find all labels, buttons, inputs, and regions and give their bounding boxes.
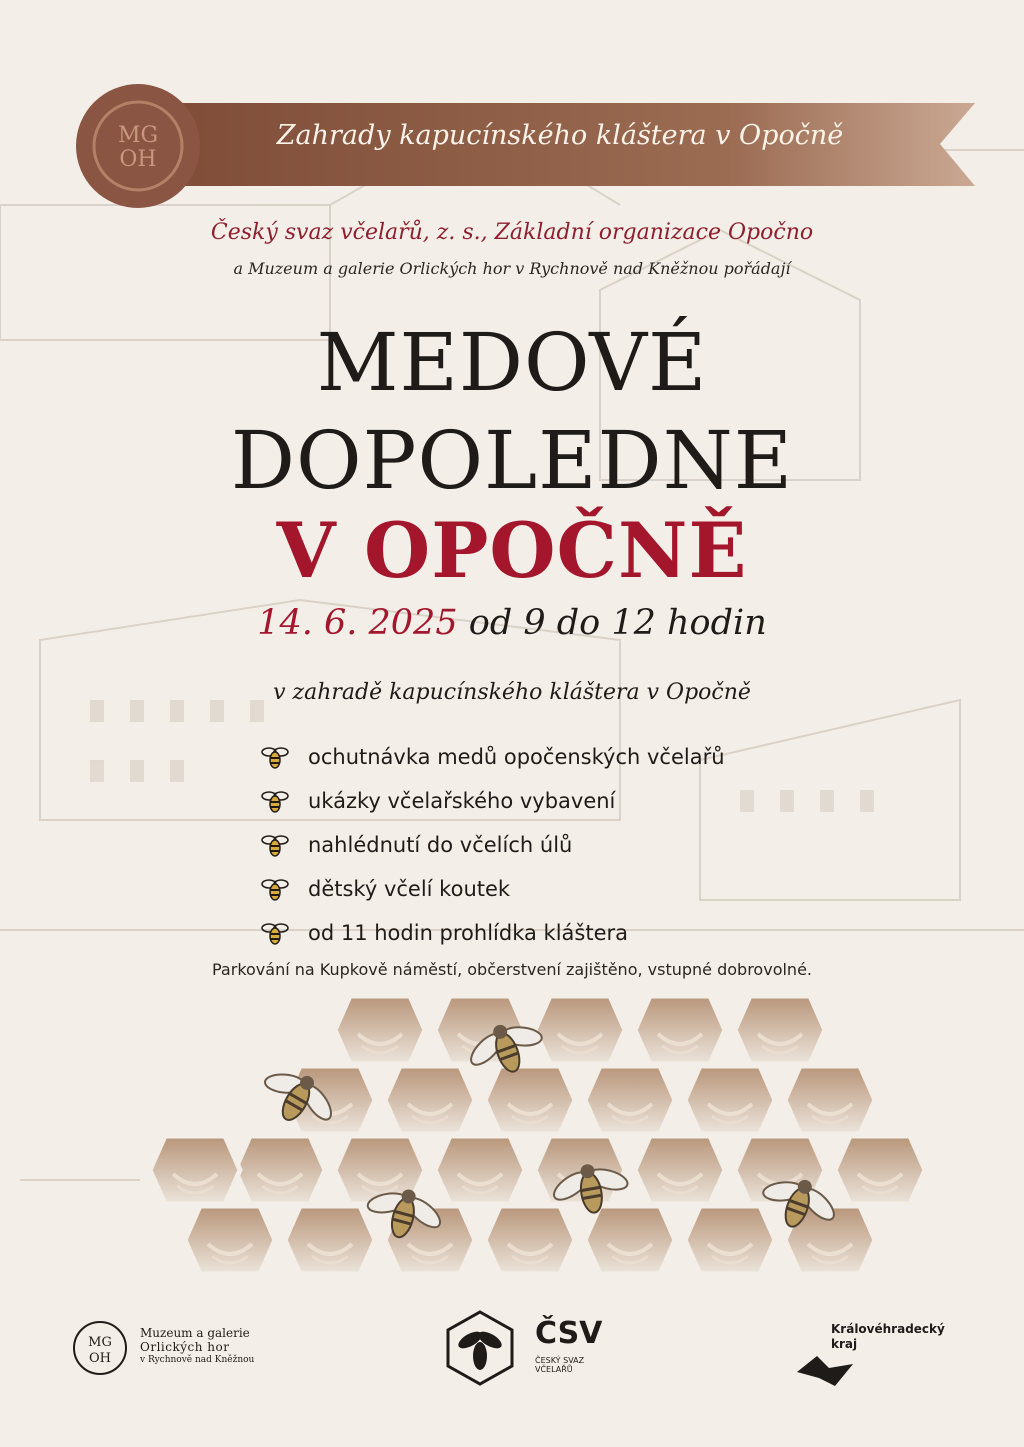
ribbon-title: Zahrady kapucínského kláštera v Opočně — [276, 120, 844, 151]
csv-logo — [445, 1310, 605, 1390]
bee-icon — [260, 786, 290, 816]
csv-name-line-2: VČELAŘŮ — [535, 1365, 573, 1375]
date-time-line — [0, 603, 1024, 643]
program-label: ukázky včelařského vybavení — [308, 789, 616, 813]
csv-name-line-1: ČESKÝ SVAZ — [535, 1356, 585, 1365]
kraj-logo-icon — [795, 1350, 855, 1390]
program-label: ochutnávka medů opočenských včelařů — [308, 745, 725, 769]
csv-hex-bee-logo — [445, 1310, 515, 1386]
title-line-3: V OPOČNĚ — [276, 506, 748, 595]
list-item — [260, 779, 820, 823]
museum-name-line-3: v Rychnově nad Kněžnou — [140, 1354, 255, 1365]
kraj-name-line-1: Královéhradecký — [831, 1322, 945, 1336]
bee-icon — [260, 874, 290, 904]
bee-icon — [260, 918, 290, 948]
svg-text:OH: OH — [119, 147, 157, 172]
venue-line: v zahradě kapucínského kláštera v Opočně — [273, 680, 751, 705]
organizer-line-2: a Muzeum a galerie Orlických hor v Rychnově nad Kněžnou pořádají — [233, 259, 791, 278]
kraj-name — [831, 1322, 971, 1352]
list-item — [260, 823, 820, 867]
list-item — [260, 911, 820, 955]
svg-text:MG: MG — [117, 123, 159, 148]
bee-icon — [260, 742, 290, 772]
event-date: 14. 6. 2025 — [257, 603, 458, 643]
museum-name-line-2: Orlických hor — [140, 1340, 230, 1355]
csv-full-name — [535, 1356, 605, 1374]
list-item — [260, 735, 820, 779]
museum-name — [140, 1326, 280, 1366]
organizer-line-1: Český svaz včelařů, z. s., Základní organizace Opočno — [210, 220, 814, 245]
list-item — [260, 867, 820, 911]
title-line-1: MEDOVÉ — [316, 316, 708, 409]
museum-logo — [72, 1320, 272, 1380]
title-line-2: DOPOLEDNE — [230, 414, 794, 507]
svg-text:MG: MG — [88, 1335, 112, 1350]
program-list — [260, 735, 820, 955]
practical-info-note: Parkování na Kupkově náměstí, občerstvení zajištěno, vstupné dobrovolné. — [212, 960, 812, 979]
event-time: od 9 do 12 hodin — [468, 603, 767, 643]
honeycomb-graphic — [0, 985, 1024, 1305]
kraj-name-line-2: kraj — [831, 1337, 858, 1351]
bee-icon — [260, 830, 290, 860]
museum-name-line-1: Muzeum a galerie — [140, 1326, 250, 1340]
mgoh-logo-icon — [72, 1320, 128, 1376]
kraj-logo — [795, 1322, 975, 1392]
program-label: od 11 hodin prohlídka kláštera — [308, 921, 629, 945]
program-label: nahlédnutí do včelích úlů — [308, 833, 573, 857]
svg-text:OH: OH — [89, 1351, 111, 1366]
csv-abbreviation: ČSV — [535, 1316, 603, 1351]
program-label: dětský včelí koutek — [308, 877, 511, 901]
wax-seal-icon — [72, 80, 204, 212]
